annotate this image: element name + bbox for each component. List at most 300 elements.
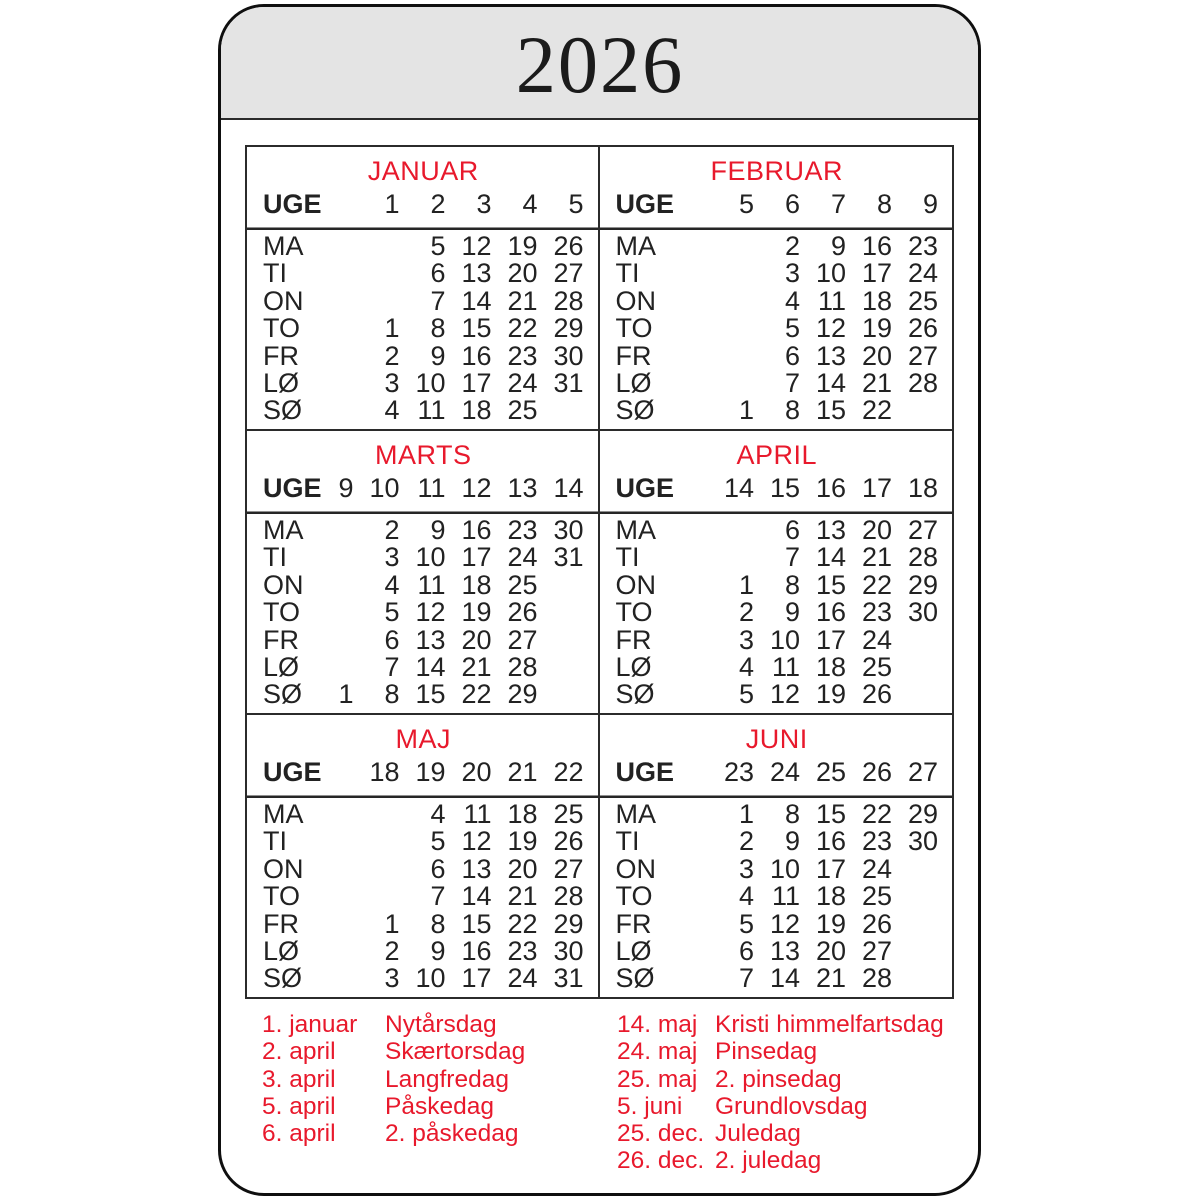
uge-divider: [600, 795, 953, 798]
legend-row: [262, 1011, 525, 1038]
day-cell: 4: [784, 285, 800, 316]
day-label: MA: [615, 515, 656, 545]
day-cell: 8: [384, 679, 400, 710]
day-cell: [354, 288, 400, 315]
day-cell: 30: [553, 340, 584, 371]
week-number-cell: 18: [907, 473, 938, 503]
day-cell: 2: [384, 936, 400, 967]
week-number-cell: 9: [922, 189, 938, 219]
day-cell: 6: [430, 853, 446, 884]
day-row: [616, 856, 939, 883]
day-cell: 10: [769, 624, 800, 655]
day-row: [263, 938, 584, 965]
day-cell: 22: [507, 908, 538, 939]
day-cell: 7: [784, 368, 800, 399]
day-cell: 20: [861, 515, 892, 545]
day-cell: 15: [461, 908, 492, 939]
day-cell: 4: [384, 569, 400, 600]
day-cell: 1: [738, 569, 754, 600]
week-number-row: [263, 187, 584, 227]
legend-date: 24. maj: [617, 1038, 698, 1066]
day-cell: [354, 801, 400, 828]
legend-name: Langfredag: [385, 1065, 509, 1093]
day-cell: [892, 654, 938, 681]
day-cell: 28: [907, 542, 938, 573]
day-cell: 27: [553, 258, 584, 289]
day-cell: [708, 544, 754, 571]
week-number-cell: 11: [417, 473, 446, 503]
day-row: [263, 517, 584, 544]
legend-row: [617, 1120, 944, 1147]
day-row: [616, 315, 939, 342]
week-number-cell: 10: [369, 473, 400, 503]
week-number-cell: 18: [369, 757, 400, 787]
day-cell: 17: [461, 963, 492, 994]
day-cell: 13: [769, 936, 800, 967]
week-number-cell: 27: [907, 757, 938, 787]
month-title: JANUAR: [367, 156, 479, 186]
day-cell: 19: [815, 679, 846, 710]
legend-row: [262, 1066, 525, 1093]
day-cell: 12: [461, 826, 492, 857]
day-label: TO: [615, 881, 653, 912]
day-row: [263, 883, 584, 910]
day-cell: 19: [815, 908, 846, 939]
legend-date: 14. maj: [617, 1011, 698, 1038]
day-cell: 16: [815, 597, 846, 628]
day-cell: 22: [861, 395, 892, 426]
day-cell: 18: [815, 881, 846, 912]
day-label: FR: [263, 340, 299, 371]
day-label: TI: [615, 826, 640, 857]
day-cell: 27: [907, 515, 938, 545]
day-cell: 2: [384, 340, 400, 371]
week-number-cell: 7: [830, 189, 846, 219]
legend-row: [617, 1038, 944, 1065]
day-label: SØ: [615, 963, 655, 994]
day-cell: 24: [507, 368, 538, 399]
day-cell: 24: [861, 853, 892, 884]
week-number-cell: 5: [738, 189, 754, 219]
day-cell: 9: [430, 515, 446, 545]
day-label: TI: [263, 826, 287, 857]
day-cell: 16: [815, 826, 846, 857]
day-cell: [308, 517, 354, 544]
day-cell: [354, 260, 400, 287]
day-cell: 22: [461, 679, 492, 710]
day-row: [263, 260, 584, 287]
day-cell: 25: [507, 569, 538, 600]
day-cell: [708, 260, 754, 287]
day-cell: 5: [430, 826, 446, 857]
day-cell: 3: [738, 853, 754, 884]
day-cell: 17: [861, 258, 892, 289]
day-label: TO: [263, 313, 301, 344]
uge-label: UGE: [615, 189, 675, 219]
week-number-cell: 8: [876, 189, 892, 219]
day-row: [263, 544, 584, 571]
day-cell: 30: [907, 826, 938, 857]
day-row: [263, 572, 584, 599]
legend-date: 5. juni: [617, 1092, 683, 1120]
day-label: SØ: [615, 679, 655, 710]
day-row: [616, 260, 939, 287]
day-cell: 11: [817, 285, 846, 316]
uge-divider: [600, 511, 953, 514]
day-cell: [354, 233, 400, 260]
day-cell: 5: [784, 313, 800, 344]
legend-date: 1. januar: [262, 1011, 358, 1038]
month-days-table: [616, 233, 939, 425]
day-label: MA: [263, 515, 304, 545]
day-cell: 23: [507, 340, 538, 371]
day-cell: 13: [815, 340, 846, 371]
day-cell: 1: [384, 908, 400, 939]
day-cell: [308, 599, 354, 626]
day-cell: [892, 627, 938, 654]
calendar-card: [218, 4, 981, 1196]
day-cell: 19: [507, 231, 538, 261]
day-cell: 26: [861, 679, 892, 710]
day-label: TI: [615, 258, 640, 289]
day-cell: [708, 233, 754, 260]
day-cell: 30: [907, 597, 938, 628]
year-title: 2026: [515, 18, 684, 110]
day-row: [616, 544, 939, 571]
week-number-row: [263, 471, 584, 511]
day-cell: 21: [461, 652, 492, 683]
day-cell: 29: [507, 679, 538, 710]
week-number-cell: 21: [507, 757, 538, 787]
day-label: SØ: [263, 679, 303, 710]
day-cell: [538, 681, 584, 708]
day-row: [263, 965, 584, 992]
day-cell: [538, 572, 584, 599]
day-cell: 29: [907, 799, 938, 829]
day-cell: 27: [507, 624, 538, 655]
day-cell: 14: [461, 285, 492, 316]
day-cell: 5: [738, 908, 754, 939]
day-row: [263, 801, 584, 828]
day-cell: 6: [384, 624, 400, 655]
day-cell: 7: [430, 881, 446, 912]
uge-row: [263, 187, 584, 227]
legend-date: 6. april: [262, 1120, 336, 1148]
day-cell: 5: [384, 597, 400, 628]
day-cell: [538, 654, 584, 681]
day-label: MA: [263, 799, 304, 829]
uge-label: UGE: [263, 757, 322, 787]
day-cell: 30: [553, 515, 584, 545]
day-cell: 24: [507, 542, 538, 573]
week-number-row: [616, 187, 939, 227]
day-label: LØ: [615, 936, 652, 967]
day-cell: 24: [907, 258, 938, 289]
day-cell: [708, 343, 754, 370]
day-cell: 26: [553, 231, 584, 261]
day-cell: 8: [784, 799, 800, 829]
day-row: [616, 288, 939, 315]
day-cell: 11: [463, 799, 492, 829]
day-cell: [708, 517, 754, 544]
month-days-table: [263, 517, 584, 709]
day-cell: 10: [415, 542, 446, 573]
legend-name: Skærtorsdag: [385, 1038, 526, 1066]
legend-name: Pinsedag: [715, 1038, 818, 1066]
day-cell: 12: [461, 231, 492, 261]
day-cell: [354, 883, 400, 910]
day-cell: 7: [738, 963, 754, 994]
week-number-cell: 16: [815, 473, 846, 503]
year-header: [221, 7, 978, 120]
day-cell: 21: [507, 881, 538, 912]
week-number-cell: 9: [338, 473, 354, 503]
day-cell: 21: [815, 963, 846, 994]
week-number-cell: 4: [522, 189, 538, 219]
day-row: [616, 397, 939, 424]
day-cell: 8: [430, 313, 446, 344]
day-cell: [308, 654, 354, 681]
day-cell: 28: [507, 652, 538, 683]
day-cell: 18: [815, 652, 846, 683]
day-cell: 2: [784, 231, 800, 261]
day-cell: 9: [784, 597, 800, 628]
week-number-row: [616, 755, 939, 795]
day-cell: 22: [861, 799, 892, 829]
month-title: FEBRUAR: [710, 156, 843, 186]
day-cell: [892, 883, 938, 910]
day-cell: [538, 397, 584, 424]
day-cell: 17: [461, 542, 492, 573]
day-cell: 14: [415, 652, 446, 683]
legend-row: [617, 1066, 944, 1093]
week-number-cell: 6: [784, 189, 800, 219]
day-cell: 9: [430, 340, 446, 371]
day-cell: 6: [784, 515, 800, 545]
day-cell: 30: [553, 936, 584, 967]
day-cell: 19: [461, 597, 492, 628]
week-number-cell: 5: [568, 189, 584, 219]
day-label: SØ: [263, 395, 303, 426]
day-cell: 23: [861, 826, 892, 857]
day-cell: 16: [461, 515, 492, 545]
legend-row: [617, 1093, 944, 1120]
day-cell: 4: [738, 881, 754, 912]
day-label: ON: [263, 285, 304, 316]
day-label: SØ: [263, 963, 303, 994]
week-number-cell: 14: [723, 473, 754, 503]
day-row: [263, 370, 584, 397]
day-cell: [892, 397, 938, 424]
day-cell: 13: [461, 258, 492, 289]
day-cell: 12: [769, 908, 800, 939]
week-number-cell: 17: [861, 473, 892, 503]
holiday-legend-left: [262, 1011, 525, 1147]
day-label: SØ: [615, 395, 655, 426]
day-cell: 26: [553, 826, 584, 857]
day-label: LØ: [615, 368, 652, 399]
day-cell: 5: [738, 679, 754, 710]
month-block-marts: [247, 431, 600, 715]
month-title: MAJ: [395, 724, 451, 754]
day-cell: 20: [507, 853, 538, 884]
month-title: JUNI: [745, 724, 808, 754]
legend-name: Grundlovsdag: [715, 1092, 868, 1120]
day-cell: 9: [784, 826, 800, 857]
day-cell: 26: [907, 313, 938, 344]
day-row: [616, 599, 939, 626]
day-row: [616, 828, 939, 855]
day-cell: 27: [907, 340, 938, 371]
legend-name: 2. juledag: [715, 1147, 822, 1175]
day-cell: 28: [553, 881, 584, 912]
day-cell: 31: [553, 542, 584, 573]
day-cell: [892, 938, 938, 965]
day-cell: 7: [784, 542, 800, 573]
day-row: [616, 572, 939, 599]
day-cell: 18: [507, 799, 538, 829]
day-cell: 10: [415, 368, 446, 399]
uge-divider: [247, 227, 598, 230]
day-cell: 15: [415, 679, 446, 710]
legend-row: [262, 1093, 525, 1120]
day-cell: [308, 572, 354, 599]
day-row: [263, 315, 584, 342]
day-row: [263, 654, 584, 681]
day-row: [263, 233, 584, 260]
day-cell: 9: [830, 231, 846, 261]
uge-label: UGE: [263, 473, 322, 503]
day-cell: 31: [553, 963, 584, 994]
day-cell: 17: [815, 624, 846, 655]
day-label: ON: [263, 853, 304, 884]
day-cell: 14: [815, 368, 846, 399]
day-cell: 20: [507, 258, 538, 289]
week-number-cell: 13: [507, 473, 538, 503]
month-days-table: [263, 233, 584, 425]
uge-divider: [247, 795, 598, 798]
uge-divider: [247, 511, 598, 514]
day-label: MA: [615, 231, 656, 261]
day-cell: 1: [384, 313, 400, 344]
legend-date: 25. dec.: [617, 1120, 705, 1148]
day-cell: 9: [430, 936, 446, 967]
week-number-cell: 3: [476, 189, 492, 219]
day-cell: 14: [769, 963, 800, 994]
day-cell: 18: [461, 569, 492, 600]
uge-row: [616, 187, 939, 227]
uge-label: UGE: [263, 189, 322, 219]
holiday-legend-right: [617, 1011, 944, 1175]
week-number-row: [263, 755, 584, 795]
legend-name: 2. påskedag: [385, 1120, 519, 1148]
day-cell: 24: [507, 963, 538, 994]
day-row: [263, 288, 584, 315]
uge-row: [616, 755, 939, 795]
legend-date: 2. april: [262, 1038, 336, 1066]
day-cell: 3: [784, 258, 800, 289]
month-days-table: [616, 801, 939, 993]
uge-row: [263, 471, 584, 511]
legend-row: [617, 1011, 944, 1038]
day-cell: 13: [461, 853, 492, 884]
day-label: FR: [615, 908, 652, 939]
month-block-januar: [247, 147, 600, 431]
day-label: FR: [615, 624, 652, 655]
day-row: [616, 938, 939, 965]
day-cell: 23: [507, 515, 538, 545]
day-cell: [708, 370, 754, 397]
day-cell: 25: [553, 799, 584, 829]
month-days-table: [616, 517, 939, 709]
day-cell: 19: [507, 826, 538, 857]
day-row: [263, 599, 584, 626]
day-label: LØ: [263, 368, 300, 399]
day-cell: 26: [861, 908, 892, 939]
week-number-cell: 1: [384, 189, 400, 219]
legend-date: 5. april: [262, 1092, 336, 1120]
months-grid: [245, 145, 954, 999]
legend-name: 2. pinsedag: [715, 1065, 842, 1093]
day-cell: 14: [815, 542, 846, 573]
day-cell: 26: [507, 597, 538, 628]
week-number-row: [616, 471, 939, 511]
day-cell: 17: [815, 853, 846, 884]
day-cell: 6: [738, 936, 754, 967]
day-cell: 13: [815, 515, 846, 545]
day-row: [616, 883, 939, 910]
day-row: [616, 681, 939, 708]
day-cell: 25: [861, 652, 892, 683]
day-row: [263, 343, 584, 370]
day-row: [616, 517, 939, 544]
day-cell: 27: [861, 936, 892, 967]
day-label: MA: [615, 799, 656, 829]
day-cell: 21: [861, 542, 892, 573]
day-label: MA: [263, 231, 304, 261]
legend-date: 26. dec.: [617, 1147, 705, 1175]
day-cell: 15: [815, 799, 846, 829]
day-cell: 11: [417, 569, 446, 600]
uge-label: UGE: [615, 473, 675, 503]
day-cell: [892, 965, 938, 992]
day-cell: [892, 856, 938, 883]
day-cell: 16: [461, 340, 492, 371]
day-cell: 23: [861, 597, 892, 628]
day-label: ON: [615, 853, 656, 884]
day-cell: 28: [907, 368, 938, 399]
day-cell: 27: [553, 853, 584, 884]
day-cell: 20: [461, 624, 492, 655]
day-cell: 28: [553, 285, 584, 316]
day-cell: 15: [815, 569, 846, 600]
day-cell: 12: [415, 597, 446, 628]
month-block-februar: [600, 147, 953, 431]
day-cell: 29: [907, 569, 938, 600]
day-cell: 14: [461, 881, 492, 912]
day-cell: 1: [338, 679, 354, 710]
day-cell: 15: [461, 313, 492, 344]
day-cell: [708, 288, 754, 315]
day-row: [616, 801, 939, 828]
day-cell: 25: [861, 881, 892, 912]
day-label: TI: [263, 542, 287, 573]
day-row: [616, 911, 939, 938]
day-label: LØ: [263, 652, 300, 683]
day-label: FR: [263, 908, 299, 939]
legend-row: [262, 1038, 525, 1065]
day-label: FR: [263, 624, 299, 655]
